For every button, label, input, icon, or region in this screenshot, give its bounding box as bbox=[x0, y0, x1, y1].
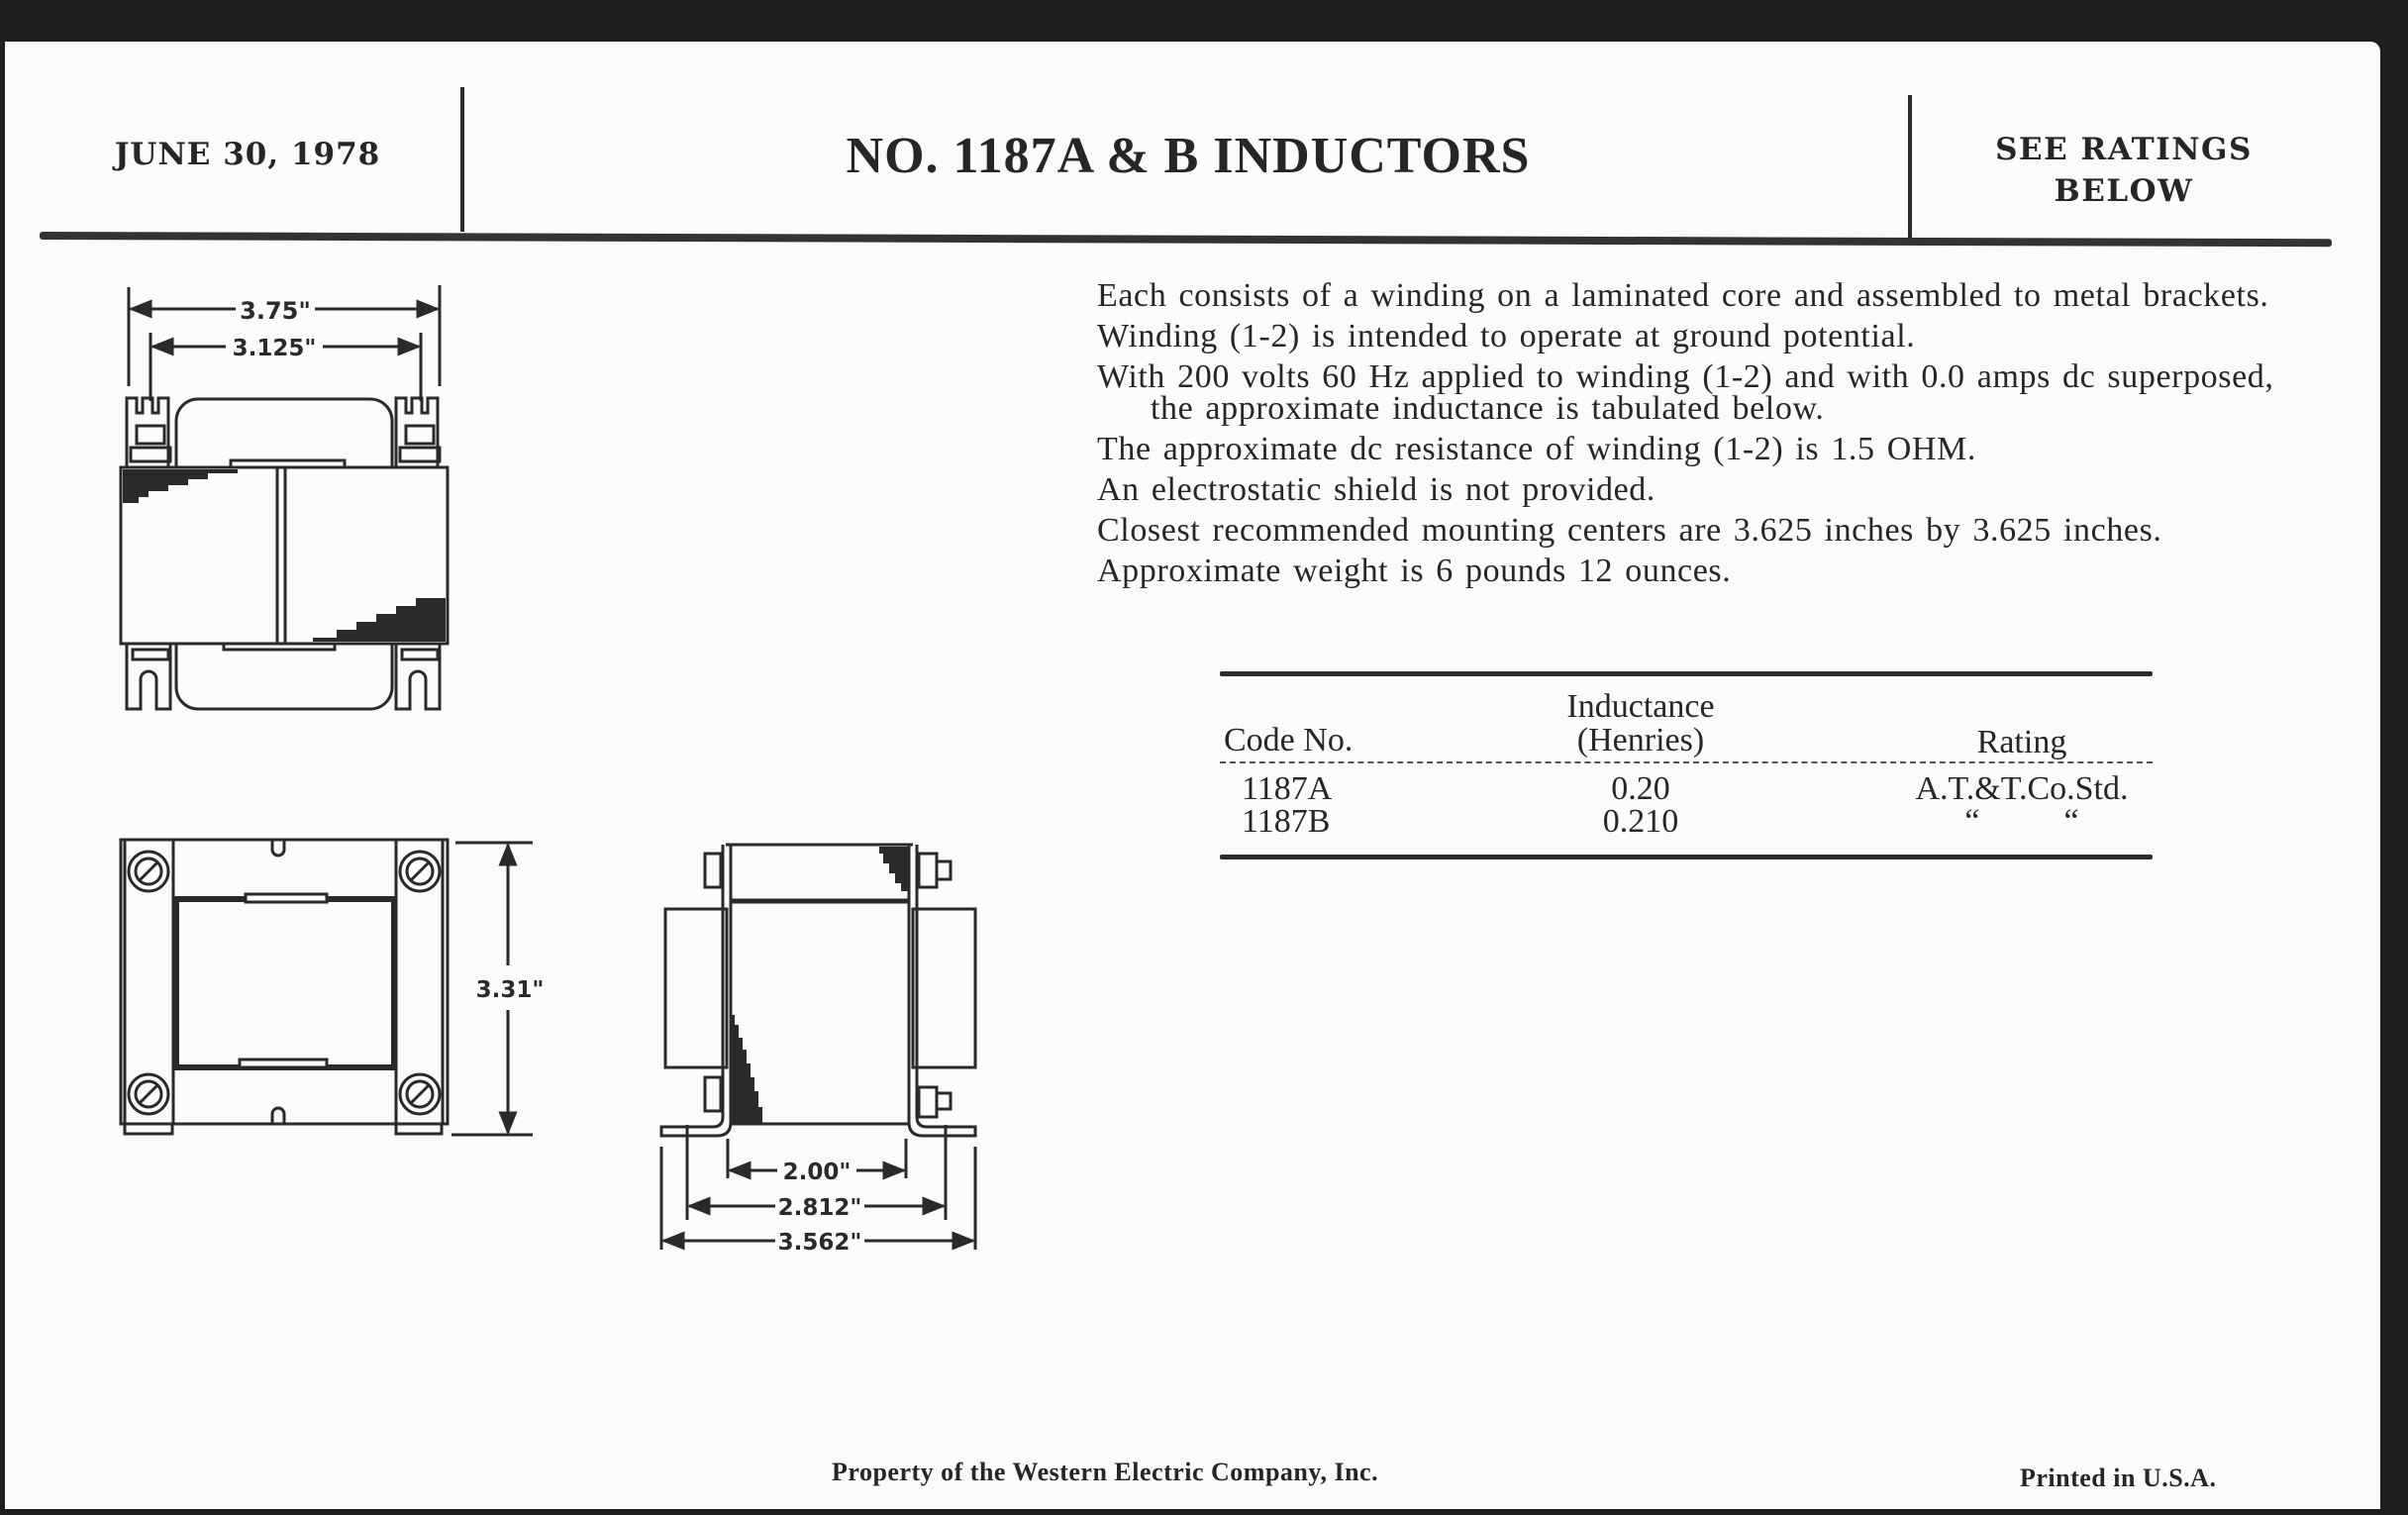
row-inductance: 0.210 bbox=[1602, 803, 1679, 840]
row-code: 1187A bbox=[1242, 770, 1333, 807]
description-line: Approximate weight is 6 pounds 12 ounces. bbox=[1097, 553, 1732, 589]
ratings-note-line1: SEE RATINGS bbox=[1995, 132, 2253, 167]
dim-label-mounting-span: 2.812" bbox=[777, 1195, 862, 1221]
printed-notice: Printed in U.S.A. bbox=[2020, 1464, 2217, 1492]
table-bottom-rule bbox=[1220, 855, 2153, 859]
dim-label-inner-width: 2.00" bbox=[782, 1160, 852, 1185]
description-line: Winding (1-2) is intended to operate at ground potential. bbox=[1097, 318, 1916, 354]
dim-label-overall-width: 3.75" bbox=[240, 297, 311, 325]
description-block bbox=[1097, 277, 2305, 596]
table-body bbox=[1220, 763, 2153, 855]
description-line: The approximate dc resistance of winding (1-2) is 1.5 OHM. bbox=[1097, 431, 1976, 467]
dim-label-side-overall-width: 3.562" bbox=[777, 1230, 862, 1256]
header-inductance: Inductance bbox=[1566, 688, 1715, 725]
header-divider-right bbox=[1908, 95, 1912, 240]
table-header bbox=[1220, 676, 2153, 761]
front-view-drawing bbox=[121, 840, 533, 1135]
description-line: With 200 volts 60 Hz applied to winding (1-2) and with 0.0 amps dc superposed, the approximate inductance is tabulated below. bbox=[1097, 358, 2274, 427]
header-code: Code No. bbox=[1224, 722, 1354, 758]
description-line: Each consists of a winding on a laminated core and assembled to metal brackets. bbox=[1097, 277, 2269, 314]
description-line: An electrostatic shield is not provided. bbox=[1097, 471, 1656, 508]
issue-date: JUNE 30, 1978 bbox=[114, 137, 381, 172]
dim-label-mounting-width: 3.125" bbox=[232, 336, 317, 361]
ratings-note-line2: BELOW bbox=[2054, 173, 2194, 209]
dim-label-height: 3.31" bbox=[475, 977, 545, 1003]
header-henries: (Henries) bbox=[1576, 722, 1705, 758]
row-code: 1187B bbox=[1242, 803, 1331, 840]
ratings-note bbox=[1941, 129, 2307, 212]
row-inductance: 0.20 bbox=[1611, 770, 1670, 807]
side-view-drawing bbox=[661, 845, 975, 1250]
side-view-hatch bbox=[731, 847, 909, 1124]
header-rating: Rating bbox=[1976, 724, 2067, 760]
property-notice: Property of the Western Electric Company, Inc. bbox=[832, 1458, 1379, 1486]
row-rating: “ “ bbox=[1964, 803, 2079, 840]
mechanical-drawings bbox=[0, 0, 1089, 1287]
ratings-table bbox=[1220, 671, 2153, 859]
row-rating: A.T.&T.Co.Std. bbox=[1915, 770, 2129, 807]
description-line: Closest recommended mounting centers are 3.625 inches by 3.625 inches. bbox=[1097, 512, 2162, 549]
page-title: NO. 1187A & B INDUCTORS bbox=[846, 128, 1531, 184]
